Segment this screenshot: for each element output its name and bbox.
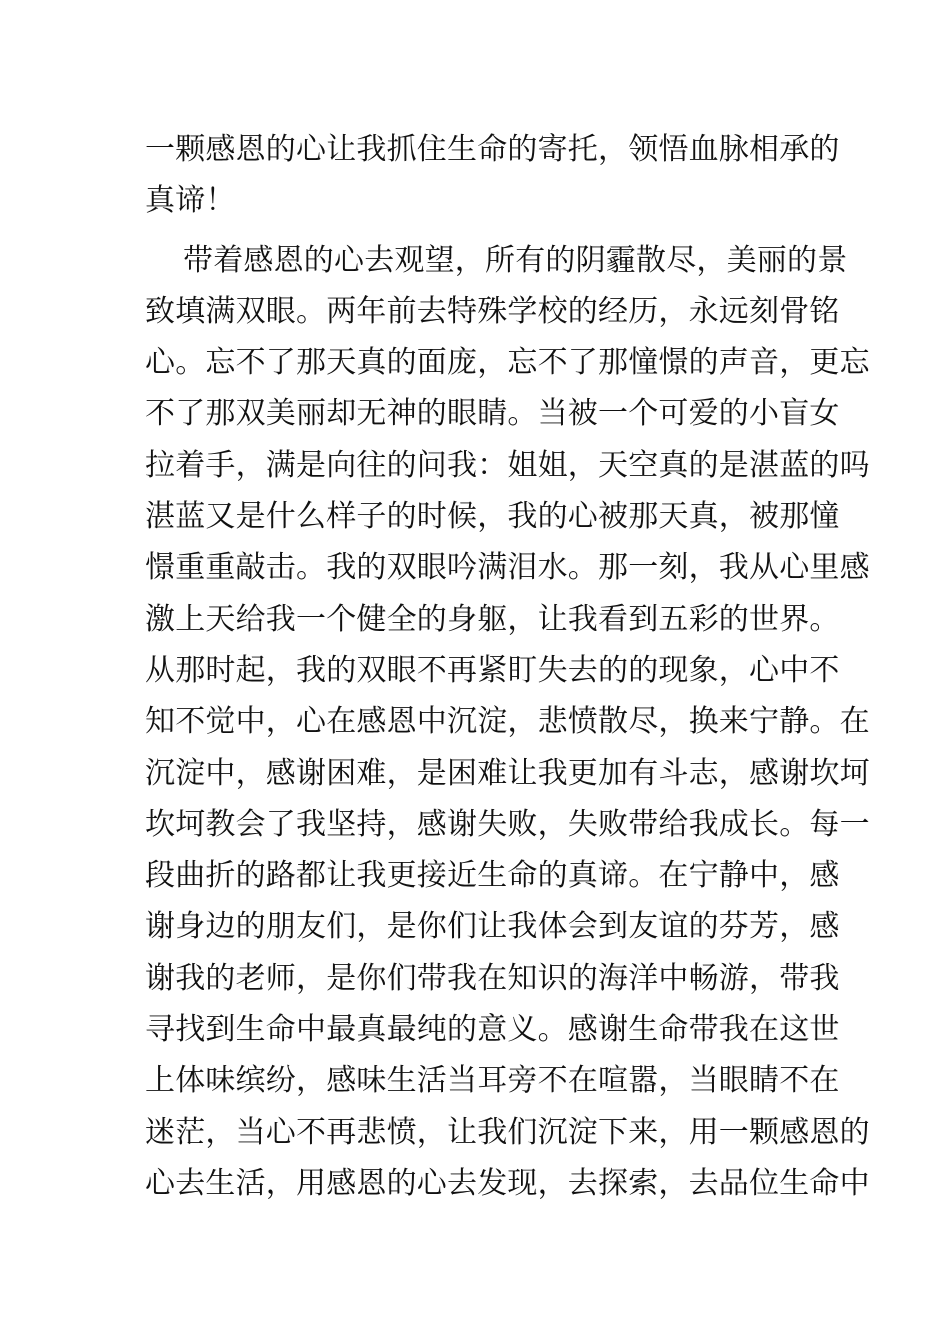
text-line: 寻找到生命中最真最纯的意义。感谢生命带我在这世 (145, 1012, 840, 1048)
text-line: 憬重重敲击。我的双眼吟满泪水。那一刻，我从心里感 (145, 550, 870, 586)
text-line: 一颗感恩的心让我抓住生命的寄托，领悟血脉相承的 (145, 132, 840, 167)
text-line: 上体味缤纷，感味生活当耳旁不在喧嚣，当眼睛不在 (145, 1063, 840, 1099)
text-line: 心。忘不了那天真的面庞，忘不了那憧憬的声音，更忘 (145, 345, 870, 381)
text-line: 迷茫，当心不再悲愤，让我们沉淀下来，用一颗感恩的 (145, 1114, 870, 1150)
text-line: 拉着手，满是向往的问我：姐姐，天空真的是湛蓝的吗 (145, 447, 870, 483)
text-line: 从那时起，我的双眼不再紧盯失去的的现象，心中不 (145, 652, 840, 688)
text-line: 段曲折的路都让我更接近生命的真谛。在宁静中，感 (145, 858, 840, 894)
text-line: 沉淀中，感谢困难，是困难让我更加有斗志，感谢坎坷 (145, 755, 870, 791)
text-line: 湛蓝又是什么样子的时候，我的心被那天真，被那憧 (145, 499, 840, 535)
text-line: 谢身边的朋友们，是你们让我体会到友谊的芬芳，感 (145, 909, 840, 945)
text-line: 坎坷教会了我坚持，感谢失败，失败带给我成长。每一 (145, 806, 870, 842)
text-line: 知不觉中，心在感恩中沉淀，悲愤散尽，换来宁静。在 (145, 704, 870, 740)
paragraph-first-line: 带着感恩的心去观望，所有的阴霾散尽，美丽的景 (183, 242, 848, 278)
text-line: 真谛！ (145, 183, 236, 219)
text-line: 心去生活，用感恩的心去发现，去探索，去品位生命中 (145, 1165, 870, 1201)
body-text (145, 124, 870, 1209)
text-line: 致填满双眼。两年前去特殊学校的经历，永远刻骨铭 (145, 293, 840, 329)
text-line: 谢我的老师，是你们带我在知识的海洋中畅游，带我 (145, 960, 840, 996)
paragraph-gap (145, 227, 810, 235)
text-line: 激上天给我一个健全的身躯，让我看到五彩的世界。 (145, 601, 840, 637)
text-line: 不了那双美丽却无神的眼睛。当被一个可爱的小盲女 (145, 396, 840, 432)
